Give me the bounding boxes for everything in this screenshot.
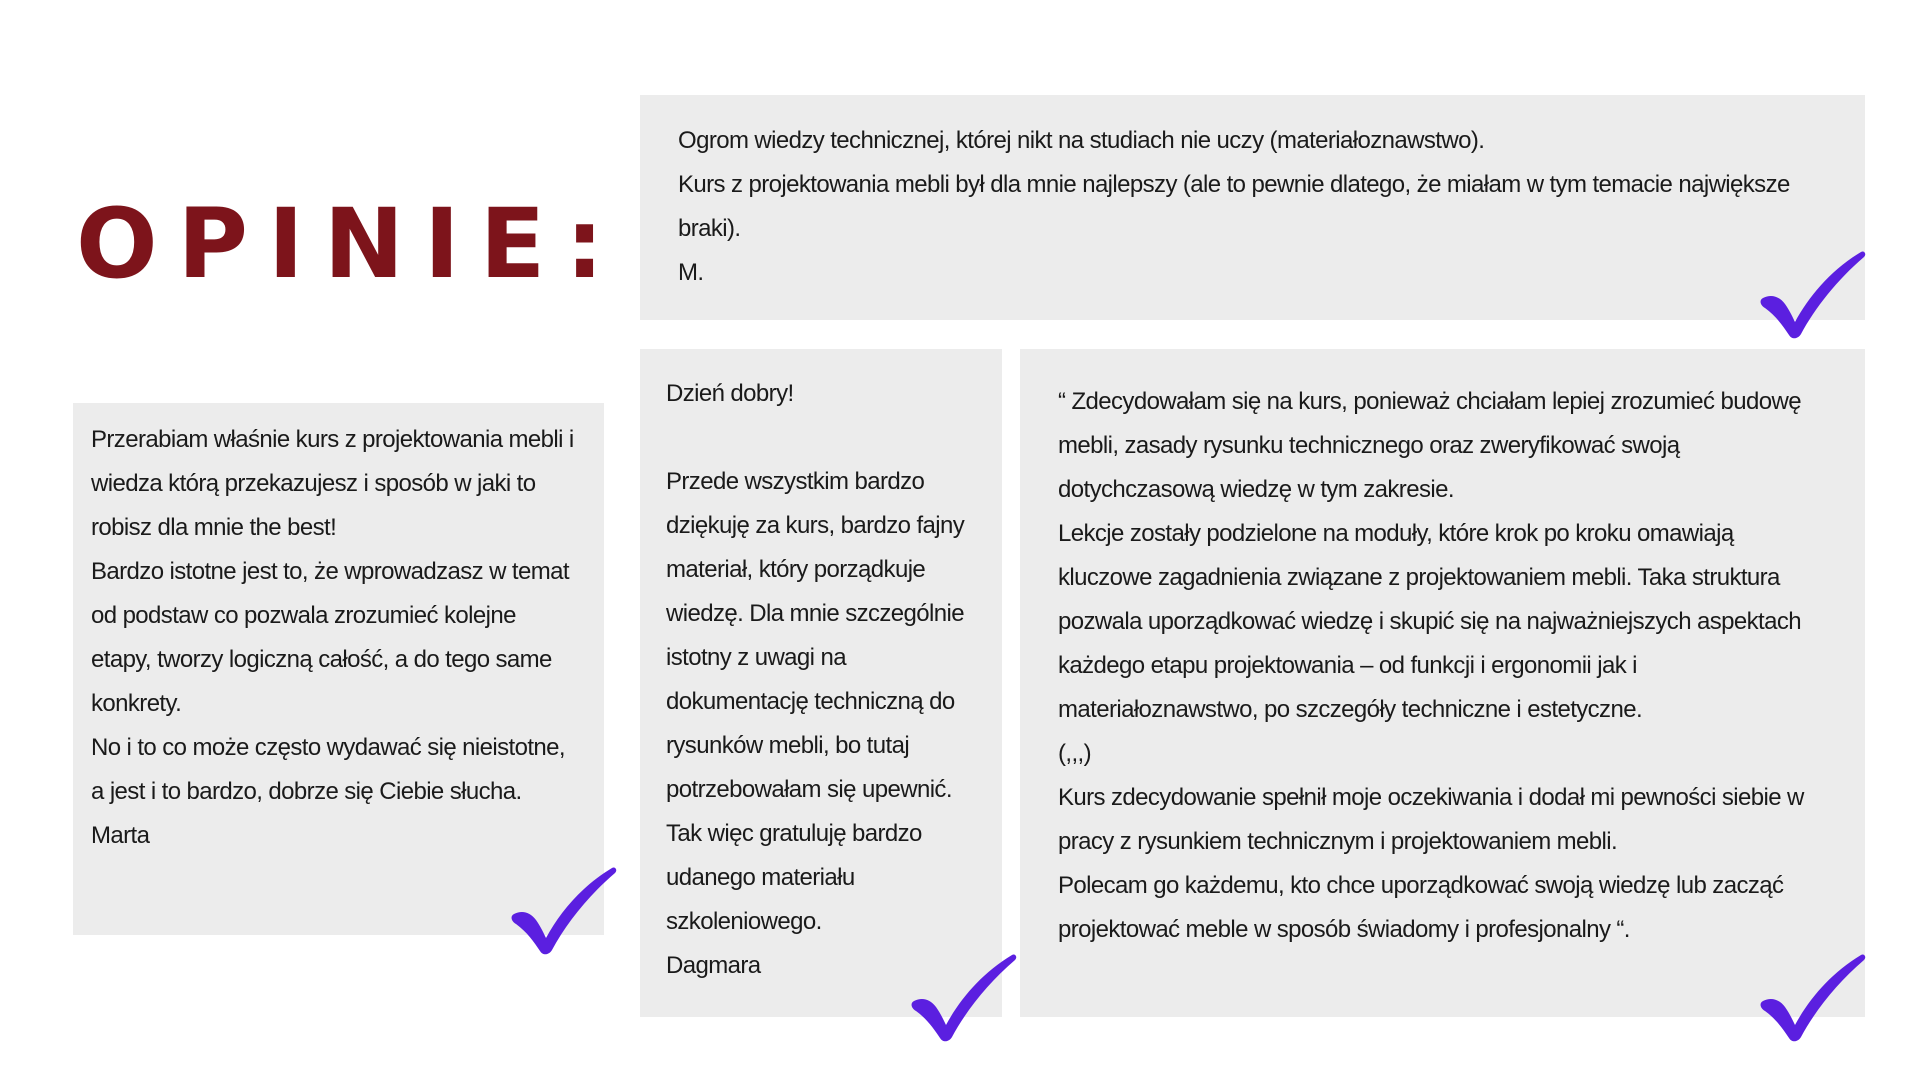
review-line: Przerabiam właśnie kurs z projektowania mebli i [91,426,574,453]
review-line: istotny z uwagi na [666,644,846,671]
checkmark-icon [1757,949,1867,1044]
review-line: a jest i to bardzo, dobrze się Ciebie słucha. [91,778,522,805]
review-text-left [91,418,601,858]
review-line: materiał, który porządkuje [666,556,926,583]
review-line: każdego etapu projektowania – od funkcji i ergonomii jak i [1058,652,1637,679]
review-line: konkrety. [91,690,182,717]
review-card-left [73,403,604,935]
review-author: Dagmara [666,952,761,979]
review-line: potrzebowałam się upewnić. [666,776,952,803]
review-line: Ogrom wiedzy technicznej, której nikt na studiach nie uczy (materiałoznawstwo). [678,127,1485,154]
review-line: Kurs zdecydowanie spełnił moje oczekiwania i dodał mi pewności siebie w [1058,784,1804,811]
review-line: Lekcje zostały podzielone na moduły, które krok po kroku omawiają [1058,520,1734,547]
review-card-middle [640,349,1002,1017]
review-line: robisz dla mnie the best! [91,514,337,541]
review-line: No i to co może często wydawać się nieistotne, [91,734,565,761]
review-line: pracy z rysunkiem technicznym i projektowaniem mebli. [1058,828,1618,855]
review-line: Tak więc gratuluję bardzo [666,820,922,847]
review-line: od podstaw co pozwala zrozumieć kolejne [91,602,516,629]
review-line: Przede wszystkim bardzo [666,468,925,495]
review-card-top [640,95,1865,320]
review-line: dokumentację techniczną do [666,688,955,715]
review-line: wiedza którą przekazujesz i sposób w jaki to [91,470,536,497]
review-line: dotychczasową wiedzę w tym zakresie. [1058,476,1454,503]
review-line: Bardzo istotne jest to, że wprowadzasz w temat [91,558,569,585]
review-line: braki). [678,215,741,242]
review-line: projektować meble w sposób świadomy i profesjonalny “. [1058,916,1630,943]
checkmark-icon [1757,246,1867,341]
review-line: pozwala uporządkować wiedzę i skupić się na najważniejszych aspektach [1058,608,1802,635]
review-line: materiałoznawstwo, po szczegóły techniczne i estetyczne. [1058,696,1643,723]
review-line: mebli, zasady rysunku technicznego oraz zweryfikować swoją [1058,432,1680,459]
review-author: Marta [91,822,150,849]
checkmark-icon [908,949,1018,1044]
review-line: “ Zdecydowałam się na kurs, ponieważ chciałam lepiej zrozumieć budowę [1058,388,1801,415]
review-line: kluczowe zagadnienia związane z projektowaniem mebli. Taka struktura [1058,564,1780,591]
review-line: Polecam go każdemu, kto chce uporządkować swoją wiedzę lub zacząć [1058,872,1784,899]
page-title: OPINIE: [76,188,624,300]
review-line: etapy, tworzy logiczną całość, a do tego same [91,646,552,673]
review-line: szkoleniowego. [666,908,822,935]
review-line: rysunków mebli, bo tutaj [666,732,910,759]
review-line: (,,,) [1058,740,1091,767]
review-text-right [1058,380,1858,952]
review-text-middle [666,372,996,988]
review-line [666,416,996,460]
review-line: Kurs z projektowania mebli był dla mnie najlepszy (ale to pewnie dlatego, że miałam w tym temacie największe [678,171,1790,198]
review-text-top [678,119,1848,295]
review-line: udanego materiału [666,864,855,891]
checkmark-icon [508,862,618,957]
review-card-right [1020,349,1865,1017]
review-line: wiedzę. Dla mnie szczególnie [666,600,965,627]
review-line: M. [678,259,704,286]
review-line: dziękuję za kurs, bardzo fajny [666,512,965,539]
review-line: Dzień dobry! [666,380,794,407]
